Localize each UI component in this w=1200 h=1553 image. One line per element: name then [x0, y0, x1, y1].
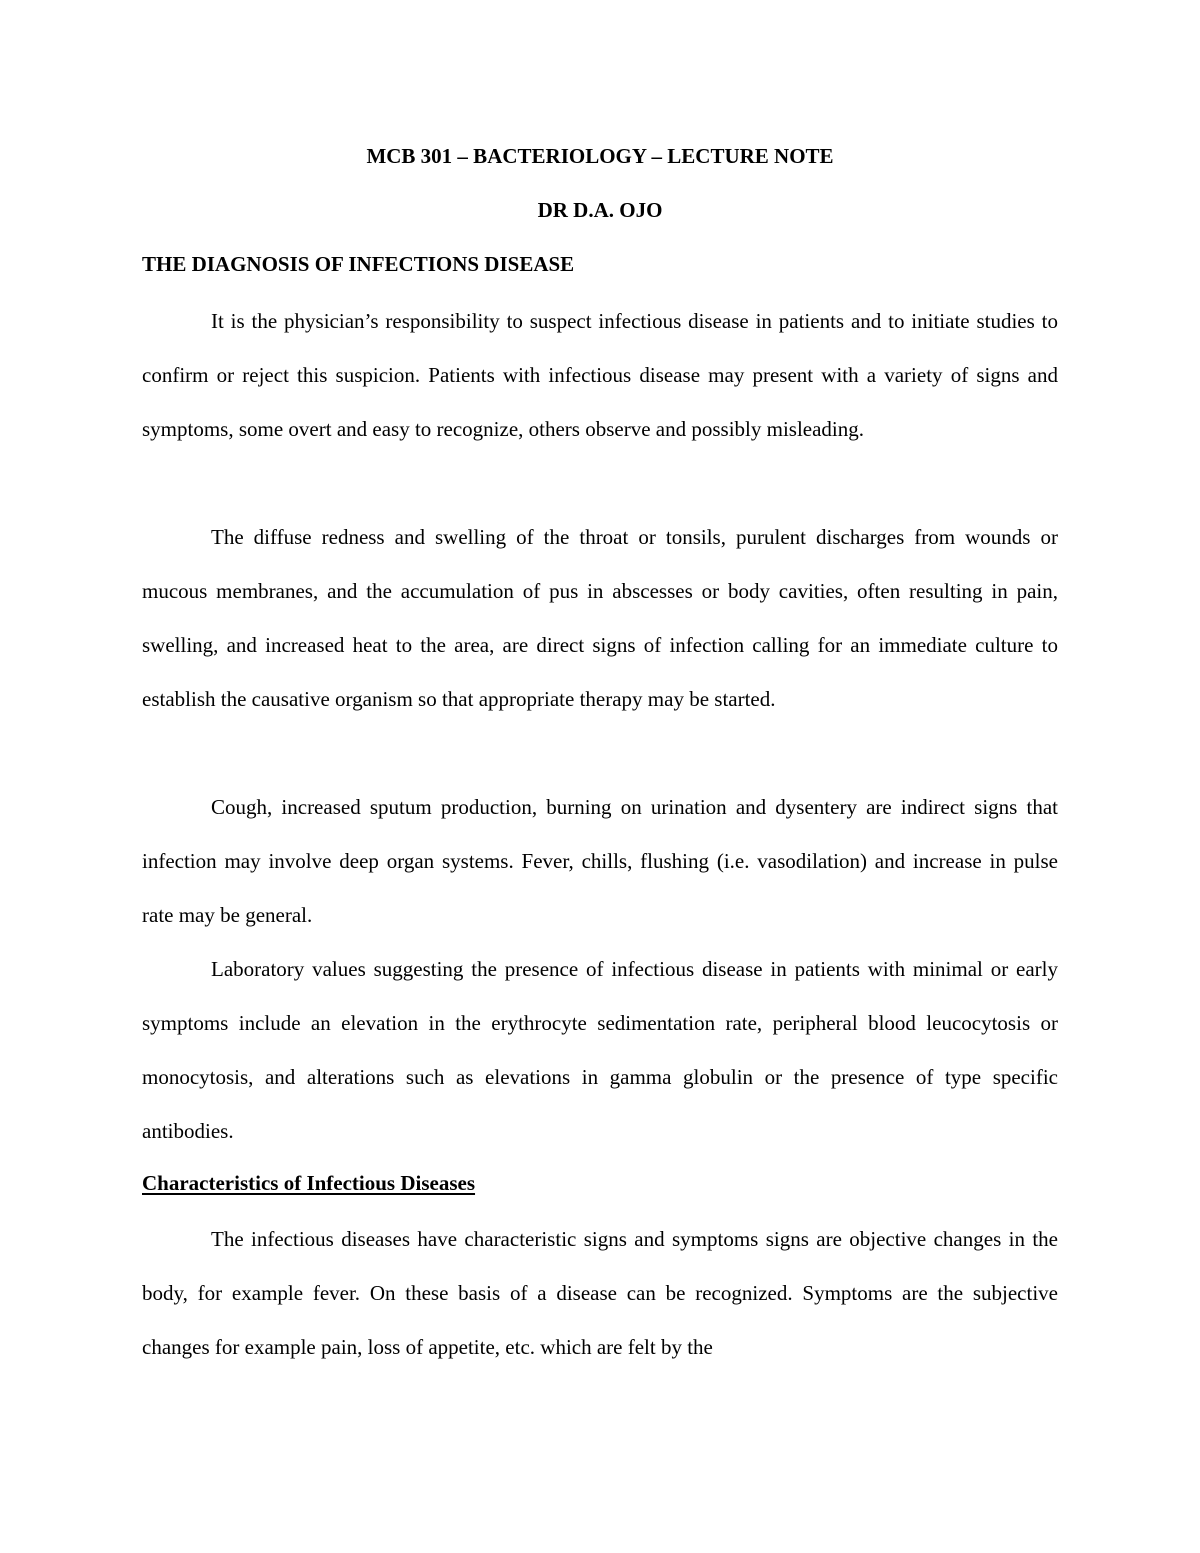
- paragraph: The diffuse redness and swelling of the throat or tonsils, purulent discharges from wounds or mucous membranes, and the accumulation of pus in abscesses or body cavities, often resulting in pain, swelling, and increased heat to the area, are direct signs of infection calling for an immediate culture to establish the causative organism so that appropriate therapy may be started.: [142, 525, 1058, 711]
- paragraph: The infectious diseases have characteristic signs and symptoms signs are objective changes in the body, for example fever. On these basis of a disease can be recognized. Symptoms are the subjective changes for example pain, loss of appetite, etc. which are felt by the: [142, 1227, 1058, 1359]
- document-author: DR D.A. OJO: [537, 198, 663, 222]
- paragraph: Laboratory values suggesting the presence of infectious disease in patients with minimal or early symptoms include an elevation in the erythrocyte sedimentation rate, peripheral blood leucocytosis or monocytosis, and alterations such as elevations in gamma globulin or the presence of type specific antibodies.: [142, 957, 1058, 1143]
- document-title: MCB 301 – BACTERIOLOGY – LECTURE NOTE: [366, 144, 834, 168]
- section-heading-diagnosis: THE DIAGNOSIS OF INFECTIONS DISEASE: [142, 252, 575, 276]
- paragraph: Cough, increased sputum production, burning on urination and dysentery are indirect signs that infection may involve deep organ systems. Fever, chills, flushing (i.e. vasodilation) and increase in pulse rate may be general.: [142, 795, 1058, 927]
- paragraph: It is the physician’s responsibility to suspect infectious disease in patients and to initiate studies to confirm or reject this suspicion. Patients with infectious disease may present with a variety of signs and symptoms, some overt and easy to recognize, others observe and possibly misleading.: [142, 309, 1058, 441]
- section-heading-characteristics: Characteristics of Infectious Diseases: [142, 1171, 476, 1195]
